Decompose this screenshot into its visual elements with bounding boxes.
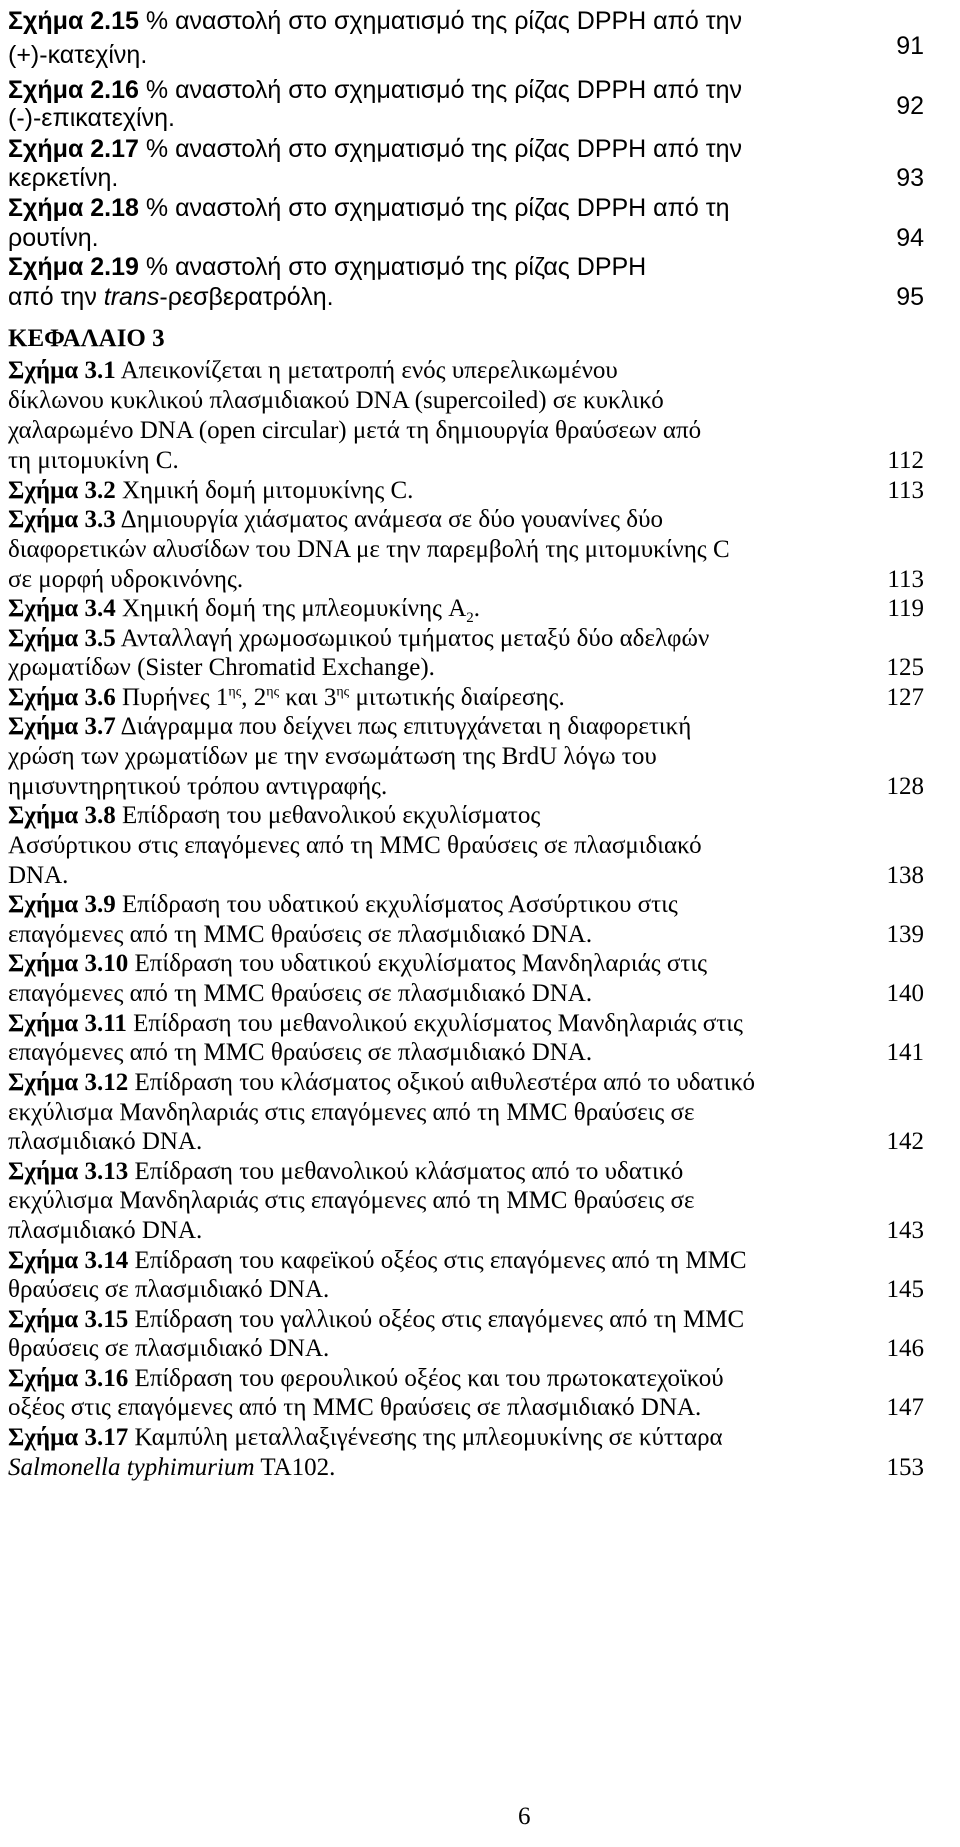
- figure-entry-3-1-line3: χαλαρωμένο DNA (open circular) μετά τη δημιουργία θραύσεων από: [8, 417, 702, 444]
- figure-entry-3-10-line2: επαγόμενες από τη MMC θραύσεις σε πλασμιδιακό DNA.: [8, 980, 593, 1007]
- figure-entry-3-12-line1: Σχήμα 3.12 Επίδραση του κλάσματος οξικού αιθυλεστέρα από το υδατικό: [8, 1069, 755, 1096]
- figure-entry-3-11-page: 141: [886, 1039, 924, 1066]
- figure-entry-3-15-line2: θραύσεις σε πλασμιδιακό DNA.: [8, 1335, 330, 1362]
- figure-entry-3-17-line2: Salmonella typhimurium TA102.: [8, 1454, 336, 1481]
- figure-entry-3-15-page: 146: [886, 1335, 924, 1362]
- figure-entry-2-17-page: 93: [896, 164, 924, 192]
- figure-entry-3-6-line1: Σχήμα 3.6 Πυρήνες $1^{\eta\varsigma}$, $2^{\eta\varsigma}$ και $3^{\eta\varsigma}$ μιτωτικής διαίρεσης.: [8, 684, 565, 711]
- figure-entry-3-7-page: 128: [886, 773, 924, 800]
- figure-entry-3-5-line1: Σχήμα 3.5 Ανταλλαγή χρωμοσωμικού τμήματος μεταξύ δύο αδελφών: [8, 625, 710, 652]
- figure-entry-3-9-page: 139: [886, 921, 924, 948]
- figure-entry-2-17-line2: κερκετίνη.: [8, 164, 119, 192]
- figure-entry-3-7-line2: χρώση των χρωματίδων με την ενσωμάτωση της BrdU λόγω του: [8, 743, 657, 770]
- figure-entry-3-13-line3: πλασμιδιακό DNA.: [8, 1217, 203, 1244]
- figure-entry-3-16-page: 147: [886, 1394, 924, 1421]
- figure-entry-3-14-line1: Σχήμα 3.14 Επίδραση του καφεϊκού οξέος στις επαγόμενες από τη MMC: [8, 1247, 747, 1274]
- figure-entry-2-16-line1: Σχήμα 2.16 % αναστολή στο σχηματισμό της ρίζας DPPH από την: [8, 76, 743, 104]
- figure-entry-2-19-line2: από την trans-ρεσβερατρόλη.: [8, 283, 334, 311]
- figure-entry-3-17-line1: Σχήμα 3.17 Καμπύλη μεταλλαξιγένεσης της μπλεομυκίνης σε κύτταρα: [8, 1424, 723, 1451]
- figure-entry-3-13-line2: εκχύλισμα Μανδηλαριάς στις επαγόμενες από τη MMC θραύσεις σε: [8, 1187, 695, 1214]
- figure-entry-3-1-page: 112: [887, 447, 924, 474]
- figure-entry-3-7-line1: Σχήμα 3.7 Διάγραμμα που δείχνει πως επιτυγχάνεται η διαφορετική: [8, 713, 692, 740]
- figure-entry-2-18-page: 94: [896, 224, 924, 252]
- figure-entry-3-13-page: 143: [886, 1217, 924, 1244]
- figure-entry-3-2-page: 113: [887, 477, 924, 504]
- figure-entry-3-8-line3: DNA.: [8, 862, 69, 889]
- figure-entry-3-1-line1: Σχήμα 3.1 Απεικονίζεται η μετατροπή ενός υπερελικωμένου: [8, 357, 618, 384]
- chapter-heading: ΚΕΦΑΛΑΙΟ 3: [8, 325, 165, 352]
- figure-entry-3-2-line1: Σχήμα 3.2 Χημική δομή μιτομυκίνης C.: [8, 477, 414, 504]
- figure-entry-3-14-page: 145: [886, 1276, 924, 1303]
- figure-entry-3-4-line1: Σχήμα 3.4 Χημική δομή της μπλεομυκίνης $A_2$.: [8, 595, 481, 626]
- figure-entry-3-5-line2: χρωματίδων (Sister Chromatid Exchange).: [8, 654, 435, 681]
- figure-entry-3-15-line1: Σχήμα 3.15 Επίδραση του γαλλικού οξέος στις επαγόμενες από τη MMC: [8, 1306, 745, 1333]
- figure-entry-3-3-line1: Σχήμα 3.3 Δημιουργία χιάσματος ανάμεσα σε δύο γουανίνες δύο: [8, 506, 663, 533]
- figure-entry-3-3-line3: σε μορφή υδροκινόνης.: [8, 566, 244, 593]
- figure-entry-2-16-page: 92: [896, 92, 924, 120]
- figure-entry-3-12-page: 142: [886, 1128, 924, 1155]
- figure-entry-3-3-line2: διαφορετικών αλυσίδων του DNA με την παρεμβολή της μιτομυκίνης C: [8, 536, 730, 563]
- figure-entry-3-10-page: 140: [886, 980, 924, 1007]
- figure-entry-3-8-page: 138: [886, 862, 924, 889]
- figure-entry-3-16-line2: οξέος στις επαγόμενες από τη MMC θραύσεις σε πλασμιδιακό DNA.: [8, 1394, 702, 1421]
- figure-entry-2-15-line1: Σχήμα 2.15 % αναστολή στο σχηματισμό της ρίζας DPPH από την: [8, 7, 743, 35]
- figure-entry-3-6-page: 127: [886, 684, 924, 711]
- figure-entry-3-17-page: 153: [886, 1454, 924, 1481]
- figure-entry-3-12-line2: εκχύλισμα Μανδηλαριάς στις επαγόμενες από τη MMC θραύσεις σε: [8, 1099, 695, 1126]
- figure-entry-3-4-page: 119: [887, 595, 924, 622]
- figure-entry-3-1-line4: τη μιτομυκίνη C.: [8, 447, 179, 474]
- figure-entry-3-12-line3: πλασμιδιακό DNA.: [8, 1128, 203, 1155]
- figure-entry-3-8-line1: Σχήμα 3.8 Επίδραση του μεθανολικού εκχυλίσματος: [8, 802, 541, 829]
- figure-entry-3-3-page: 113: [887, 566, 924, 593]
- figure-entry-3-9-line1: Σχήμα 3.9 Επίδραση του υδατικού εκχυλίσματος Ασσύρτικου στις: [8, 891, 678, 918]
- figure-entry-3-8-line2: Ασσύρτικου στις επαγόμενες από τη MMC θραύσεις σε πλασμιδιακό: [8, 832, 702, 859]
- figure-entry-3-14-line2: θραύσεις σε πλασμιδιακό DNA.: [8, 1276, 330, 1303]
- figure-entry-3-7-line3: ημισυντηρητικού τρόπου αντιγραφής.: [8, 773, 388, 800]
- figure-entry-3-13-line1: Σχήμα 3.13 Επίδραση του μεθανολικού κλάσματος από το υδατικό: [8, 1158, 684, 1185]
- figure-entry-3-9-line2: επαγόμενες από τη MMC θραύσεις σε πλασμιδιακό DNA.: [8, 921, 593, 948]
- figure-entry-3-10-line1: Σχήμα 3.10 Επίδραση του υδατικού εκχυλίσματος Μανδηλαριάς στις: [8, 950, 708, 977]
- figure-entry-3-5-page: 125: [886, 654, 924, 681]
- figure-entry-2-17-line1: Σχήμα 2.17 % αναστολή στο σχηματισμό της ρίζας DPPH από την: [8, 135, 743, 163]
- figure-entry-3-1-line2: δίκλωνου κυκλικού πλασμιδιακού DNA (supercoiled) σε κυκλικό: [8, 387, 664, 414]
- figure-entry-2-19-page: 95: [896, 283, 924, 311]
- figure-entry-2-15-line2: (+)-κατεχίνη.: [8, 41, 148, 69]
- figure-entry-2-19-line1: Σχήμα 2.19 % αναστολή στο σχηματισμό της ρίζας DPPH: [8, 253, 647, 281]
- figure-entry-2-15-page: 91: [896, 32, 924, 60]
- figure-entry-2-18-line1: Σχήμα 2.18 % αναστολή στο σχηματισμό της ρίζας DPPH από τη: [8, 194, 730, 222]
- figure-entry-3-11-line2: επαγόμενες από τη MMC θραύσεις σε πλασμιδιακό DNA.: [8, 1039, 593, 1066]
- footer-page-number: 6: [518, 1803, 531, 1830]
- figure-entry-3-11-line1: Σχήμα 3.11 Επίδραση του μεθανολικού εκχυλίσματος Μανδηλαριάς στις: [8, 1010, 743, 1037]
- figure-entry-2-18-line2: ρουτίνη.: [8, 224, 99, 252]
- figure-entry-2-16-line2: (-)-επικατεχίνη.: [8, 104, 175, 132]
- figure-entry-3-16-line1: Σχήμα 3.16 Επίδραση του φερουλικού οξέος και του πρωτοκατεχοϊκού: [8, 1365, 724, 1392]
